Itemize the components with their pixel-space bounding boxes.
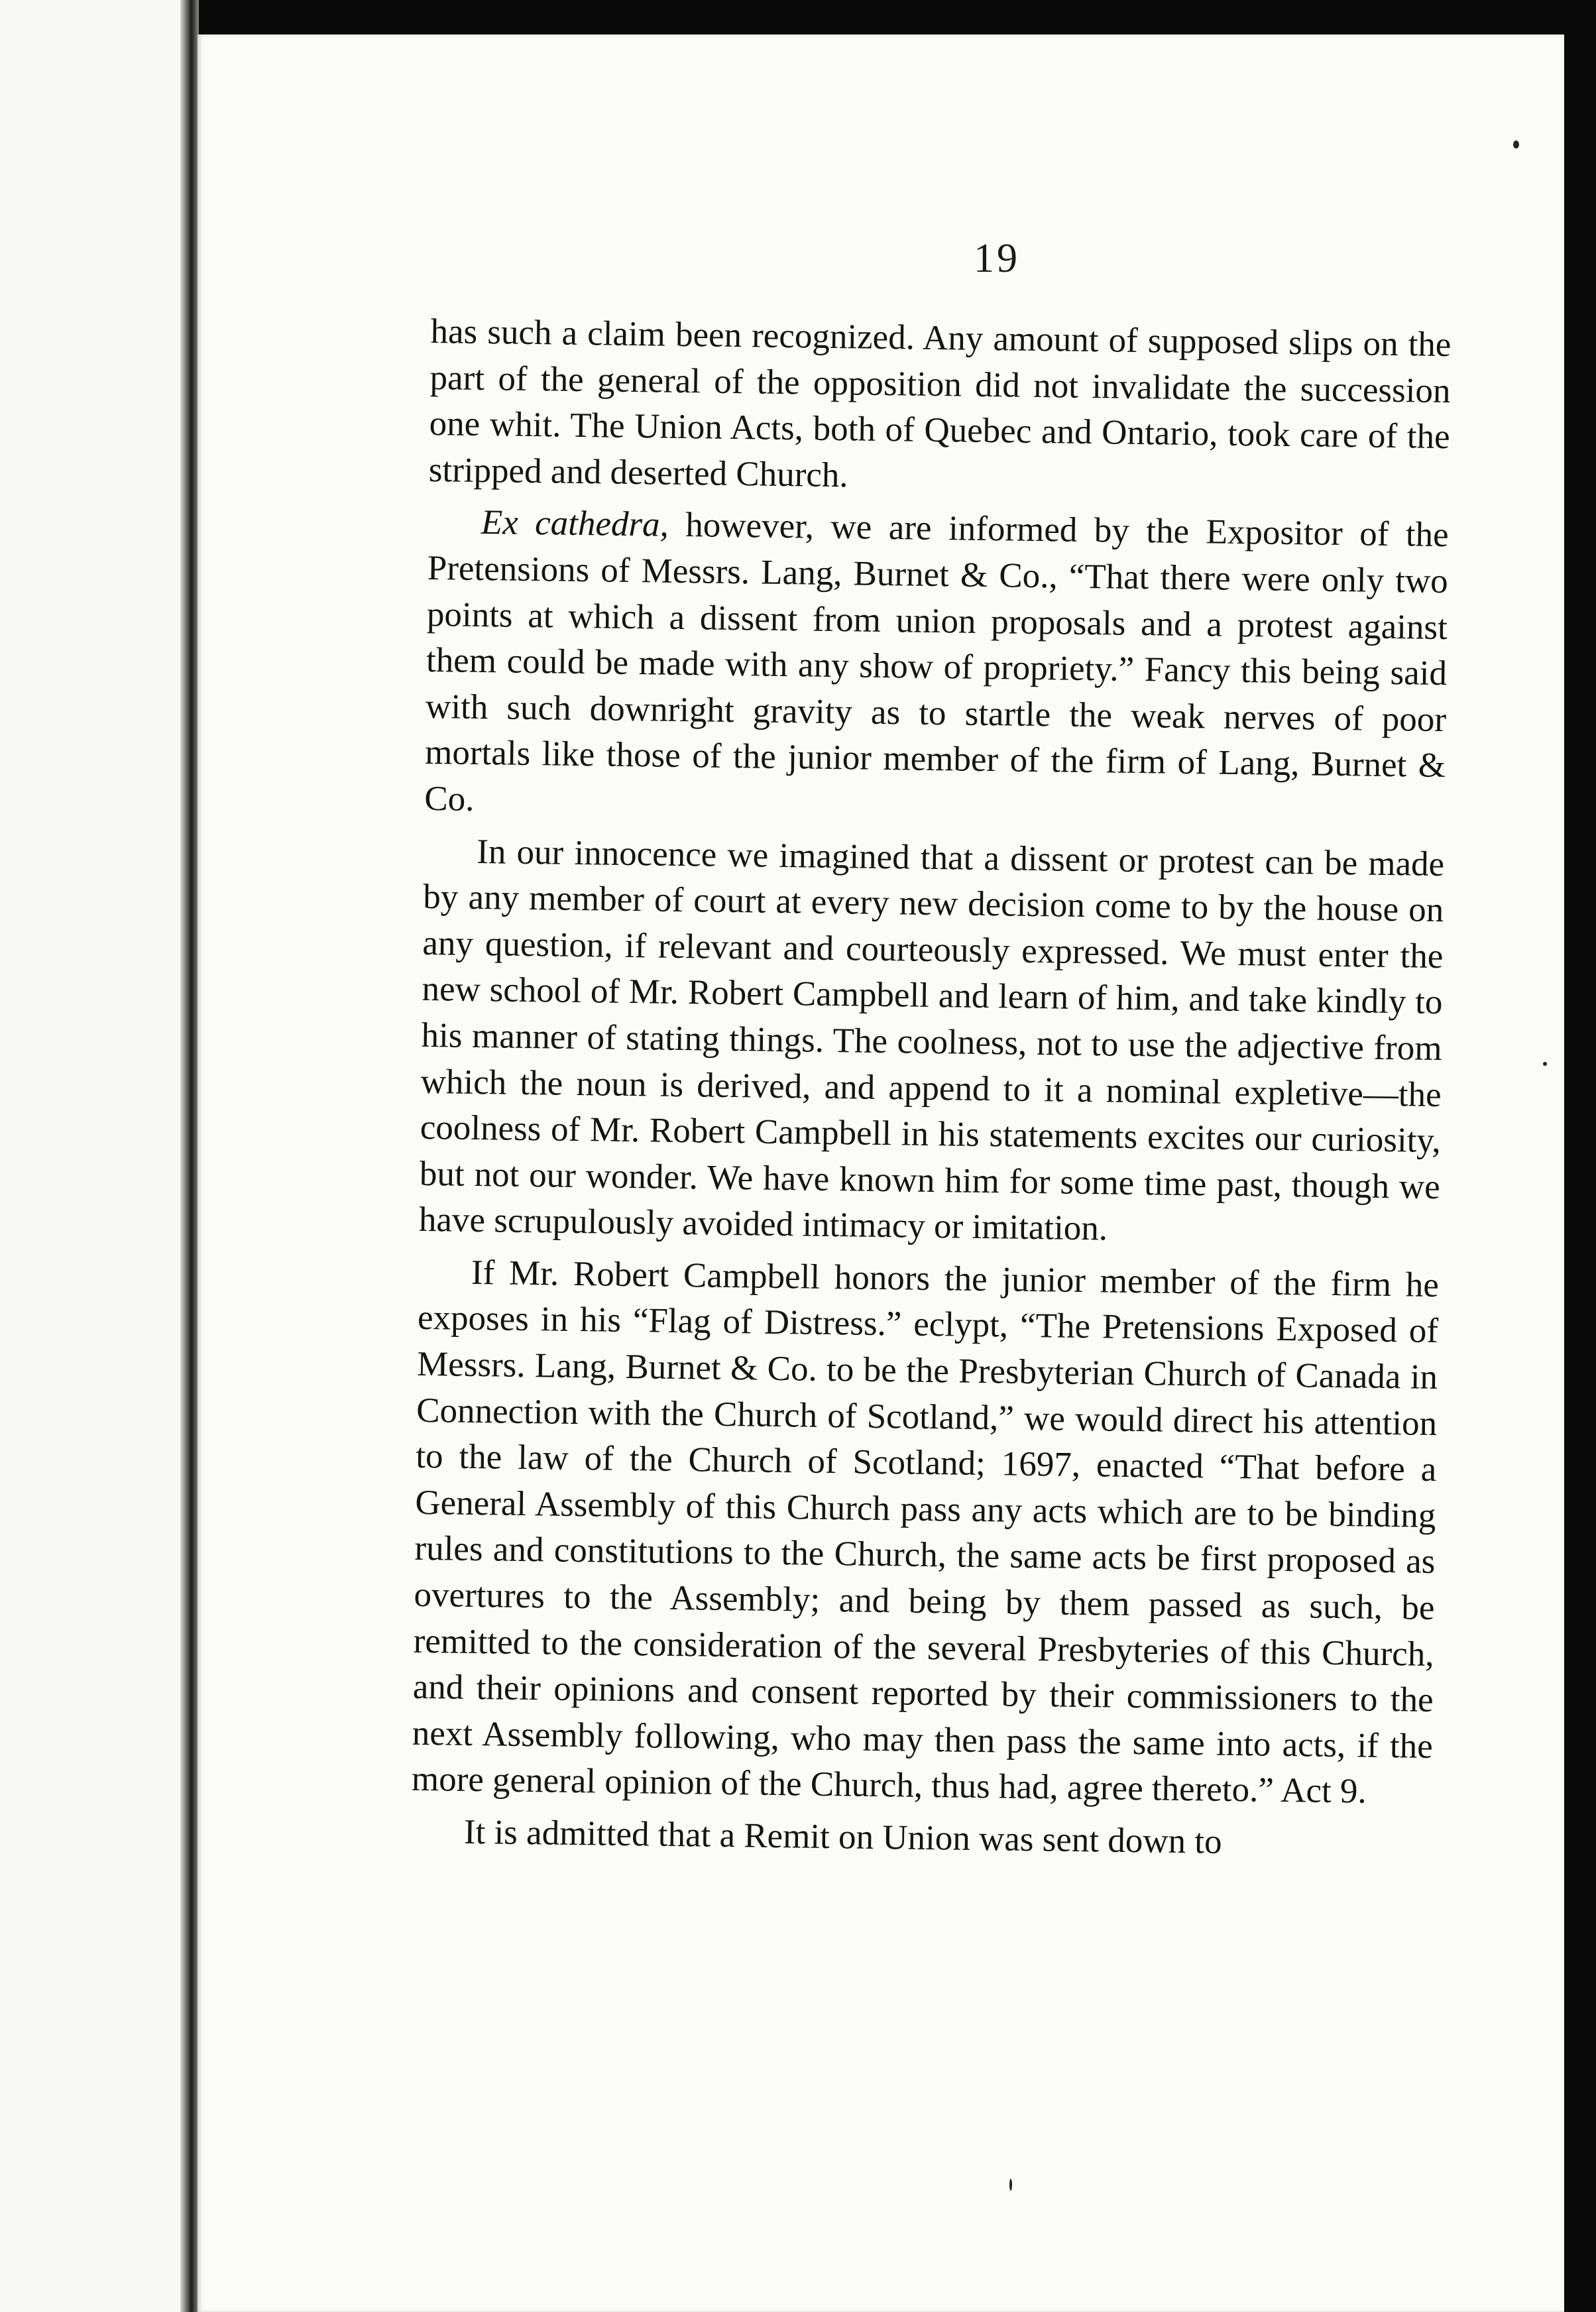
paragraph-4: If Mr. Robert Campbell honors the junior member of the firm he exposes in his “Flag of Distress.” eclypt, “The Pretensions Exposed of Messrs. Lang, Burnet & Co. to be the Presbyterian Church of Canada in Connection with the Church of Scotland,” we would direct his attention to the law of the Church of Scotland; 1697, enacted “That before a General Assembly of this Church pass any acts which are to be binding rules and constitutions to the Church, the same acts be first proposed as overtures to the Assembly; and being by them passed as such, be remitted to the consideration of the several Presbyteries of this Church, and their opinions and consent reported by their commissioners to the next Assembly following, who may then pass the same into acts, if the more general opinion of the Church, thus had, agree thereto.” Act 9. bbox=[411, 1253, 1440, 1812]
paragraph-5: It is admitted that a Remit on Union was sent down to bbox=[463, 1812, 1222, 1861]
scan-background bbox=[1564, 0, 1596, 2312]
italic-lead: Ex cathedra, bbox=[481, 503, 669, 545]
paragraph-2-text: however, we are informed by the Expositor of the Pretensions of Messrs. Lang, Burnet & Co., “That there were only two points at which a dissent from union proposals and a protest against them could be made with any show of propriety.” Fancy this being said with such downright gravity as to startle the weak nerves of poor mortals like those of the junior member of the firm of Lang, Burnet & Co. bbox=[424, 506, 1450, 819]
scan-speck bbox=[1009, 2179, 1012, 2191]
paragraph-3: In our innocence we imagined that a dissent or protest can be made by any member of court at every new decision come to by the house on any question, if relevant and courteously expressed. We must enter the new school of Mr. Robert Campbell and learn of him, and take kindly to his manner of stating things. The coolness, not to use the adjective from which the noun is derived, and append to it a nominal expletive—the coolness of Mr. Robert Campbell in his statements excites our curiosity, but not our wonder. We have known him for some time past, though we have scrupulously avoided intimacy or imitation. bbox=[418, 832, 1445, 1248]
page-number: 19 bbox=[974, 236, 1020, 281]
body-text bbox=[410, 309, 1451, 1869]
scan-speck bbox=[1543, 1062, 1547, 1066]
book-gutter bbox=[180, 0, 199, 2312]
adjacent-page-margin bbox=[0, 0, 192, 2312]
scan-speck bbox=[1513, 141, 1519, 148]
paragraph-2 bbox=[424, 499, 1449, 835]
paragraph-1: has such a claim been recognized. Any amount of supposed slips on the part of the general of the opposition did not invalidate the succession one whit. The Union Acts, both of Quebec and Ontario, took care of the stripped and deserted Church. bbox=[428, 312, 1452, 495]
